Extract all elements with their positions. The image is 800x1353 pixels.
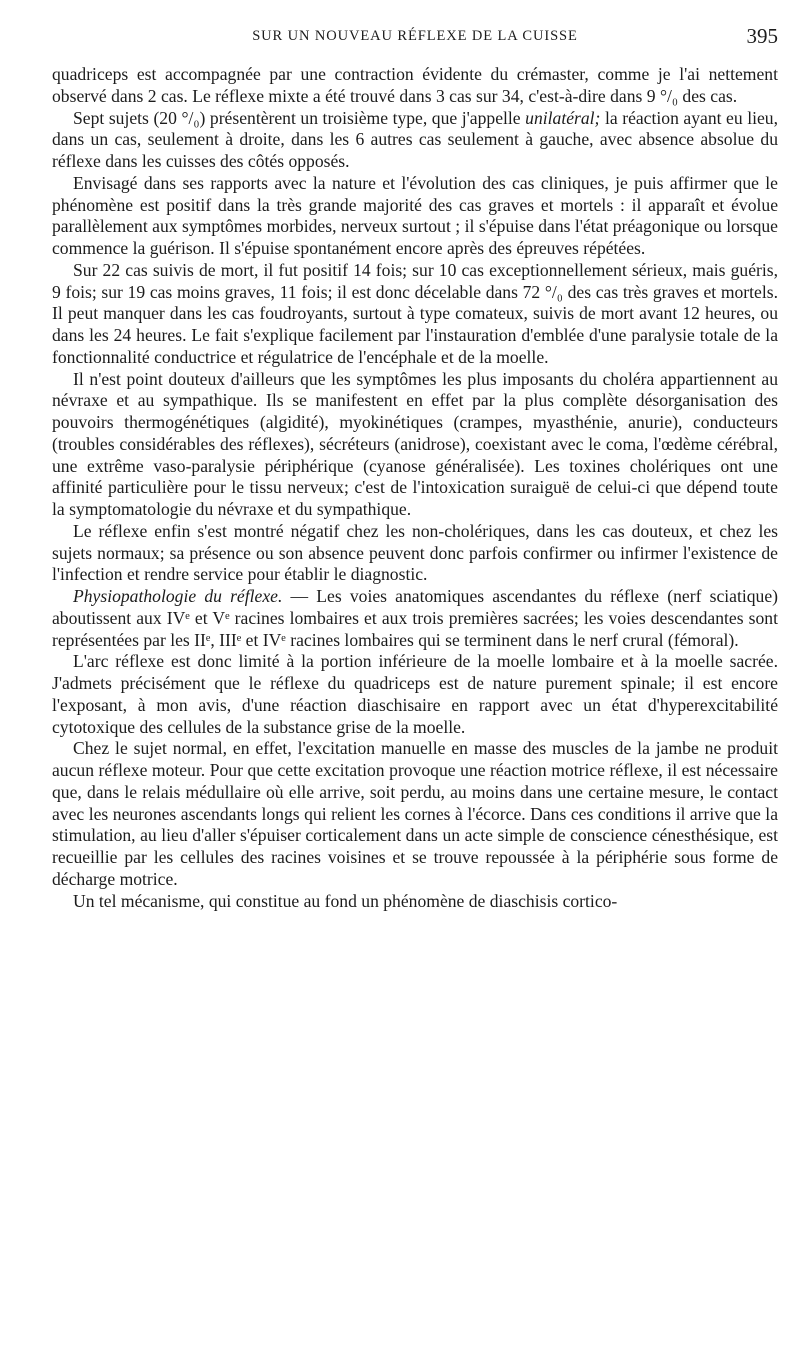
paragraph-10 (52, 891, 778, 913)
paragraph-text: quadriceps est accompagnée par une contraction évidente du crémaster, comme je l'ai nettement observé dans 2 cas. Le réflexe mixte a été trouvé dans 3 cas sur 34, c'est-à-dire dans 9 °/₀ des cas. (52, 64, 778, 106)
paragraph-text: — Les voies anatomiques ascendantes du réflexe (nerf sciatique) aboutissent aux IVᵉ et Vᵉ racines lombaires et aux trois premières sacrées; les voies descendantes sont représentées par les IIᵉ, IIIᵉ et IVᵉ racines lombaires qui se terminent dans le nerf crural (fémoral). (52, 586, 778, 650)
paragraph-text: Il n'est point douteux d'ailleurs que les symptômes les plus imposants du choléra appartiennent au névraxe et au sympathique. Ils se manifestent en effet par la plus complète désorganisation des pouvoirs thermogénétiques (algidité), myokinétiques (crampes, myasthénie, anurie), conducteurs (troubles considérables des réflexes), sécréteurs (anidrose), coexistant avec le coma, l'œdème cérébral, une extrême vaso-paralysie périphérique (cyanose généralisée). Les toxines cholériques ont une affinité particulière pour le tissu nerveux; c'est de l'intoxication suraiguë de celui-ci que dépend toute la symptomatologie du névraxe et du sympathique. (52, 368, 778, 519)
paragraph-7 (52, 586, 778, 651)
paragraph-9 (52, 738, 778, 890)
paragraph-text: Le réflexe enfin s'est montré négatif chez les non-cholériques, dans les cas douteux, et chez les sujets normaux; sa présence ou son absence peuvent donc parfois confirmer ou infirmer l'existence de l'infection et rendre service pour établir le diagnostic. (52, 520, 778, 585)
paragraph-text: Chez le sujet normal, en effet, l'excitation manuelle en masse des muscles de la jambe ne produit aucun réflexe moteur. Pour que cette excitation provoque une réaction motrice réflexe, il est nécessaire que, dans le relais médullaire où elle arrive, soit perdu, au moins dans une certaine mesure, le contact avec les neurones ascendants longs qui relient les cornes à l'écorce. Dans ces conditions il arrive que la stimulation, au lieu d'aller s'épuiser corticalement dans un acte simple de conscience cénesthésique, est recueillie par les cellules des racines voisines et se trouve repoussée à la périphérie sous forme de décharge motrice. (52, 738, 778, 889)
body-text (52, 64, 778, 912)
paragraph-4 (52, 260, 778, 369)
paragraph-8 (52, 651, 778, 738)
page-number: 395 (746, 24, 778, 48)
running-title: SUR UN NOUVEAU RÉFLEXE DE LA CUISSE (252, 28, 578, 44)
paragraph-text: Sept sujets (20 °/₀) présentèrent un troisième type, que j'appelle (73, 107, 526, 128)
paragraph-text: L'arc réflexe est donc limité à la portion inférieure de la moelle lombaire et à la moelle sacrée. J'admets précisément que le réflexe du quadriceps est de nature purement spinale; il est encore l'exposant, à mon avis, d'une réaction diaschisaire en rapport avec un état d'hyperexcitabilité cytotoxique des cellules de la substance grise de la moelle. (52, 651, 778, 737)
paragraph-3 (52, 173, 778, 260)
running-head (52, 24, 778, 54)
paragraph-text: Sur 22 cas suivis de mort, il fut positif 14 fois; sur 10 cas exceptionnellement sérieux, mais guéris, 9 fois; sur 19 cas moins graves, 11 fois; il est donc décelable dans 72 °/₀ des cas très graves et mortels. Il peut manquer dans les cas foudroyants, surtout à type comateux, suivis de mort avant 12 heures, ou dans les 24 heures. Le fait s'explique facilement par l'instauration d'emblée d'une paralysie totale de la fonctionnalité conductrice et régulatrice de l'encéphale et de la moelle. (52, 259, 778, 367)
paragraph-text: Un tel mécanisme, qui constitue au fond un phénomène de diaschisis cortico- (73, 890, 618, 911)
paragraph-2 (52, 108, 778, 173)
paragraph-1 (52, 64, 778, 108)
paragraph-6 (52, 521, 778, 586)
paragraph-text: la réaction ayant eu lieu, dans un cas, seulement à droite, dans les 6 autres cas seulement à gauche, avec absence absolue du réflexe dans les cuisses des côtés opposés. (52, 107, 778, 171)
paragraph-5 (52, 369, 778, 521)
paragraph-text: Envisagé dans ses rapports avec la nature et l'évolution des cas cliniques, je puis affirmer que le phénomène est positif dans la très grande majorité des cas graves et mortels : il apparaît et évolue parallèlement aux symptômes morbides, nerveux surtout ; il s'épuise dans l'état préagonique ou lorsque commence la guérison. Il s'épuise spontanément encore après des épreuves répétées. (52, 172, 778, 258)
paragraph-emphasis: unilatéral; (525, 107, 601, 128)
section-heading: Physiopathologie du réflexe. (73, 586, 283, 606)
